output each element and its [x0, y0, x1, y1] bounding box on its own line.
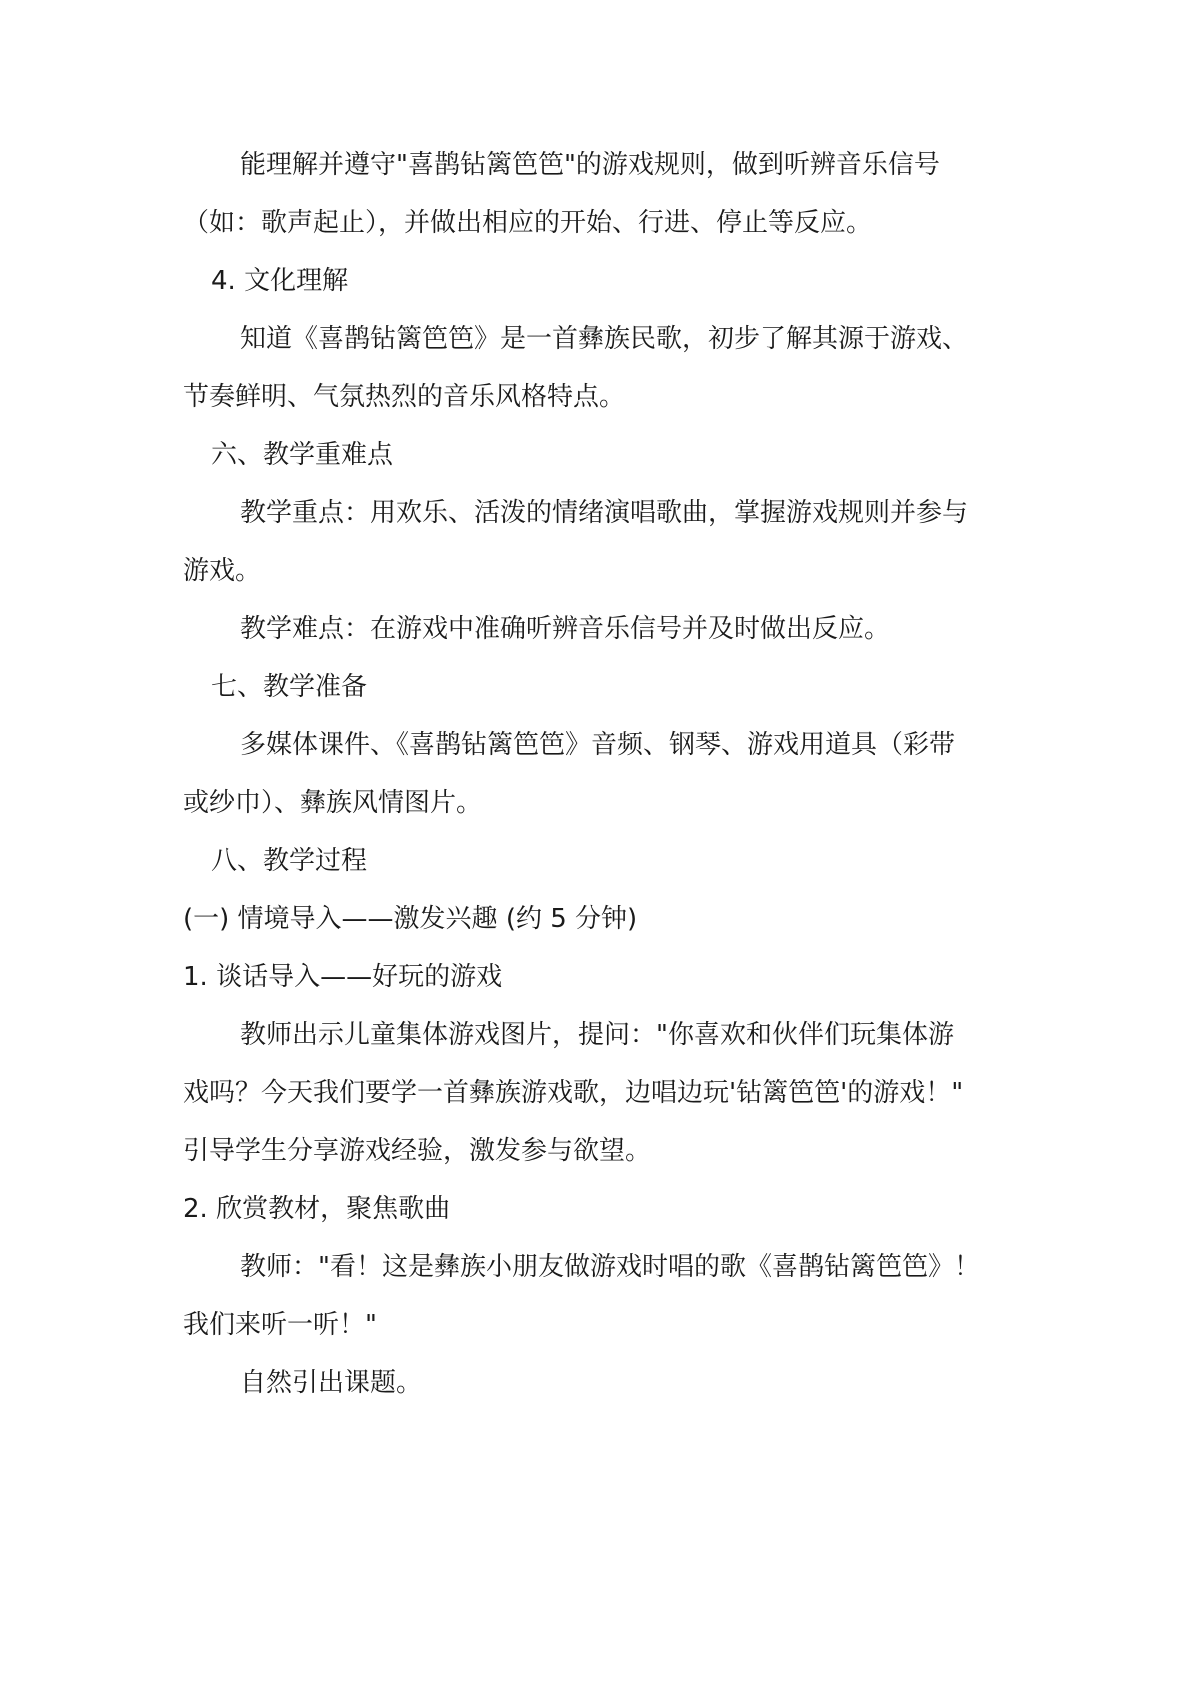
paragraph-line: 教师："看！这是彝族小朋友做游戏时唱的歌《喜鹊钻篱笆笆》！	[240, 1252, 980, 1282]
paragraph-line: 或纱巾）、彝族风情图片。	[183, 788, 483, 818]
paragraph-line: 多媒体课件、《喜鹊钻篱笆笆》音频、钢琴、游戏用道具（彩带	[240, 730, 956, 760]
paragraph-line: 节奏鲜明、气氛热烈的音乐风格特点。	[183, 382, 626, 412]
subsection-heading: 2. 欣赏教材，聚焦歌曲	[183, 1194, 451, 1224]
paragraph-line: 我们来听一听！"	[183, 1310, 377, 1340]
subsection-heading: (一) 情境导入——激发兴趣 (约 5 分钟)	[183, 904, 638, 934]
section-heading: 六、教学重难点	[211, 440, 394, 470]
paragraph-line: 游戏。	[183, 556, 262, 586]
paragraph-line: 戏吗？今天我们要学一首彝族游戏歌，边唱边玩'钻篱笆笆'的游戏！"	[183, 1078, 964, 1108]
paragraph-line: （如：歌声起止），并做出相应的开始、行进、停止等反应。	[183, 208, 873, 238]
paragraph-line: 教学重点：用欢乐、活泼的情绪演唱歌曲，掌握游戏规则并参与	[240, 498, 969, 528]
paragraph-line: 教学难点：在游戏中准确听辨音乐信号并及时做出反应。	[240, 614, 891, 644]
paragraph-line: 教师出示儿童集体游戏图片，提问："你喜欢和伙伴们玩集体游	[240, 1020, 954, 1050]
paragraph-line: 知道《喜鹊钻篱笆笆》是一首彝族民歌，初步了解其源于游戏、	[240, 324, 969, 354]
section-heading: 4. 文化理解	[211, 266, 349, 296]
section-heading: 八、教学过程	[211, 846, 368, 876]
paragraph-line: 自然引出课题。	[240, 1368, 423, 1398]
paragraph-line: 能理解并遵守"喜鹊钻篱笆笆"的游戏规则，做到听辨音乐信号	[240, 150, 940, 180]
section-heading: 七、教学准备	[211, 672, 368, 702]
paragraph-line: 引导学生分享游戏经验，激发参与欲望。	[183, 1136, 652, 1166]
subsection-heading: 1. 谈话导入——好玩的游戏	[183, 962, 503, 992]
